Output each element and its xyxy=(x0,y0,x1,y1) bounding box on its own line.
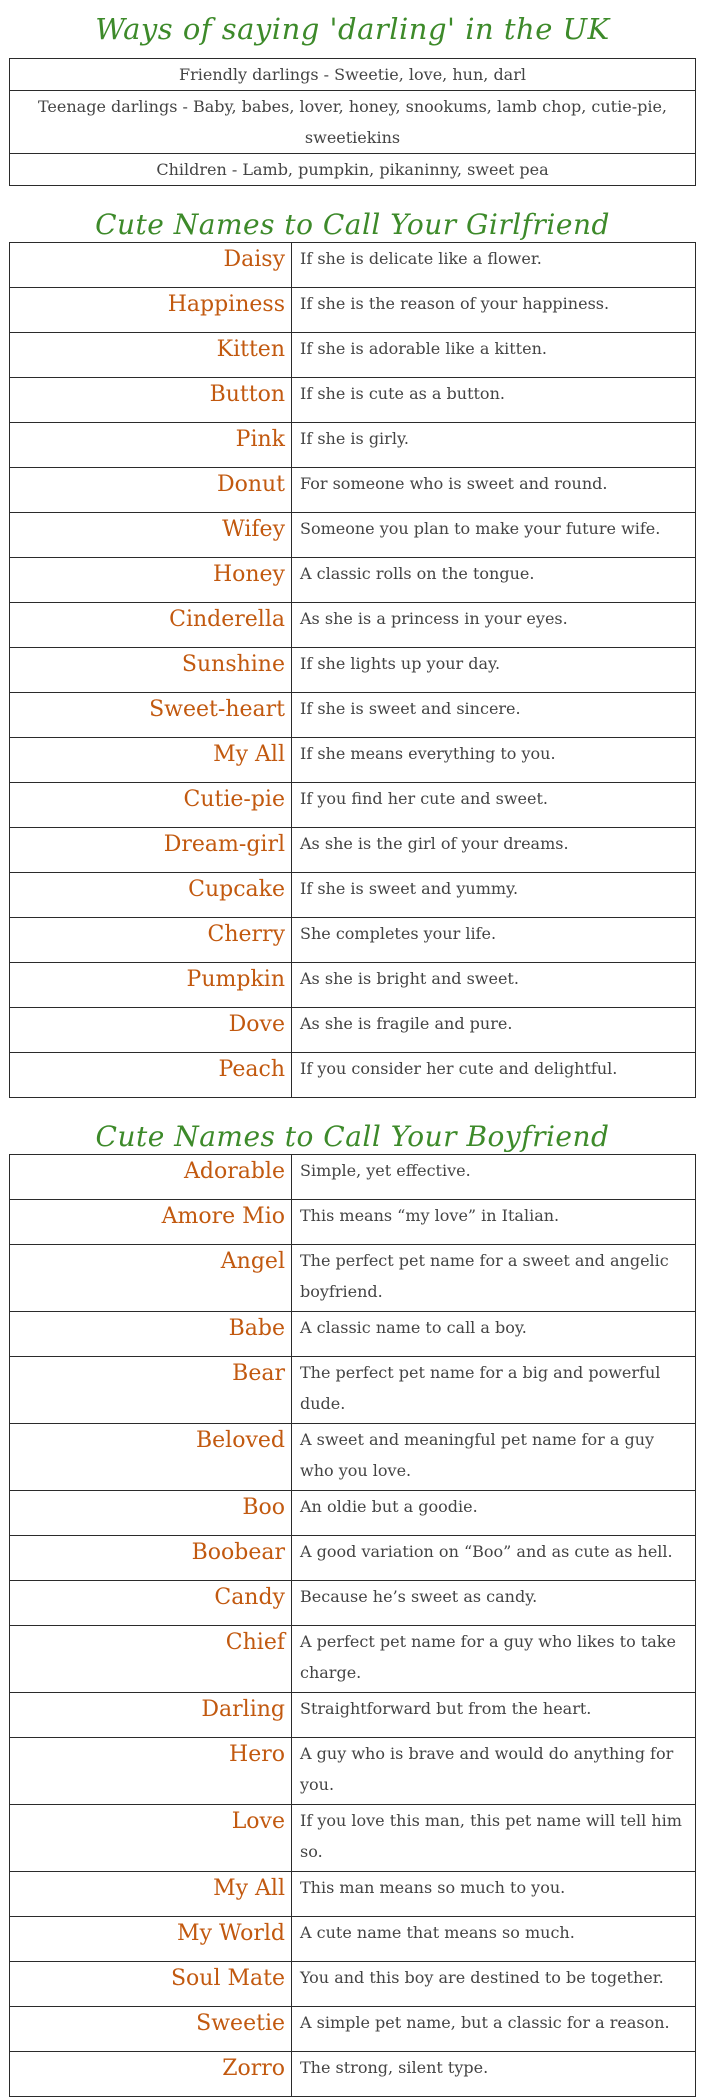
pet-name-description: As she is fragile and pure. xyxy=(292,1008,696,1053)
pet-name-description: A classic name to call a boy. xyxy=(292,1312,696,1357)
table-row xyxy=(10,333,696,378)
table-row xyxy=(10,828,696,873)
table-row xyxy=(10,2052,696,2097)
pet-name: Pumpkin xyxy=(10,963,292,1008)
table-row xyxy=(10,1872,696,1917)
pet-name: Pink xyxy=(10,423,292,468)
girlfriend-section-title: Cute Names to Call Your Girlfriend xyxy=(10,186,696,243)
pet-name-description: You and this boy are destined to be together. xyxy=(292,1962,696,2007)
uk-title-row xyxy=(10,0,696,59)
page xyxy=(9,0,696,2097)
pet-name-description: A classic rolls on the tongue. xyxy=(292,558,696,603)
pet-name-description: An oldie but a goodie. xyxy=(292,1491,696,1536)
pet-name: Button xyxy=(10,378,292,423)
pet-name: Cupcake xyxy=(10,873,292,918)
pet-name-description: If she is the reason of your happiness. xyxy=(292,288,696,333)
table-row xyxy=(10,1200,696,1245)
uk-row xyxy=(10,59,696,91)
pet-name: Honey xyxy=(10,558,292,603)
pet-name-description: Someone you plan to make your future wife. xyxy=(292,513,696,558)
table-row xyxy=(10,1693,696,1738)
table-row xyxy=(10,243,696,288)
pet-name: Sunshine xyxy=(10,648,292,693)
table-row xyxy=(10,918,696,963)
pet-name: Dream-girl xyxy=(10,828,292,873)
pet-name-description: If you love this man, this pet name will tell him so. xyxy=(292,1805,696,1872)
pet-name: Dove xyxy=(10,1008,292,1053)
pet-name-description: If she means everything to you. xyxy=(292,738,696,783)
table-row xyxy=(10,1917,696,1962)
pet-name-description: If she is sweet and yummy. xyxy=(292,873,696,918)
pet-name-description: She completes your life. xyxy=(292,918,696,963)
pet-name-description: A good variation on “Boo” and as cute as hell. xyxy=(292,1536,696,1581)
table-row xyxy=(10,1312,696,1357)
pet-name-description: A perfect pet name for a guy who likes to take charge. xyxy=(292,1626,696,1693)
pet-name: Zorro xyxy=(10,2052,292,2097)
pet-name: Bear xyxy=(10,1357,292,1424)
uk-row xyxy=(10,154,696,186)
uk-row-text: Friendly darlings - Sweetie, love, hun, darl xyxy=(10,59,696,91)
table-row xyxy=(10,1536,696,1581)
pet-name-description: This means “my love” in Italian. xyxy=(292,1200,696,1245)
pet-name-description: If she is adorable like a kitten. xyxy=(292,333,696,378)
pet-name: Sweetie xyxy=(10,2007,292,2052)
pet-name-description: If she is sweet and sincere. xyxy=(292,693,696,738)
pet-name-description: A sweet and meaningful pet name for a guy who you love. xyxy=(292,1424,696,1491)
pet-name: Adorable xyxy=(10,1155,292,1200)
uk-row-text: Children - Lamb, pumpkin, pikaninny, sweet pea xyxy=(10,154,696,186)
table-row xyxy=(10,288,696,333)
pet-name: Cinderella xyxy=(10,603,292,648)
pet-name: My World xyxy=(10,1917,292,1962)
pet-name: Daisy xyxy=(10,243,292,288)
table-row xyxy=(10,1053,696,1098)
pet-name: Happiness xyxy=(10,288,292,333)
pet-name: Boo xyxy=(10,1491,292,1536)
pet-name: Beloved xyxy=(10,1424,292,1491)
table-row xyxy=(10,1424,696,1491)
table-row xyxy=(10,1581,696,1626)
pet-name-description: As she is a princess in your eyes. xyxy=(292,603,696,648)
table-row xyxy=(10,1805,696,1872)
pet-name-description: If she is girly. xyxy=(292,423,696,468)
pet-name-description: The perfect pet name for a sweet and angelic boyfriend. xyxy=(292,1245,696,1312)
pet-name-description: As she is bright and sweet. xyxy=(292,963,696,1008)
pet-name-description: Simple, yet effective. xyxy=(292,1155,696,1200)
pet-name: Hero xyxy=(10,1738,292,1805)
pet-name: My All xyxy=(10,1872,292,1917)
pet-name: Love xyxy=(10,1805,292,1872)
table-row xyxy=(10,648,696,693)
boyfriend-title-row xyxy=(10,1098,696,1155)
pet-name: My All xyxy=(10,738,292,783)
table-row xyxy=(10,1962,696,2007)
table-row xyxy=(10,378,696,423)
table-row xyxy=(10,1738,696,1805)
uk-row-text: Teenage darlings - Baby, babes, lover, honey, snookums, lamb chop, cutie-pie, sweetiekins xyxy=(10,91,696,154)
pet-name-description: A guy who is brave and would do anything for you. xyxy=(292,1738,696,1805)
pet-name-description: As she is the girl of your dreams. xyxy=(292,828,696,873)
uk-title: Ways of saying 'darling' in the UK xyxy=(10,0,696,59)
girlfriend-title-row xyxy=(10,186,696,243)
pet-name-description: If she is delicate like a flower. xyxy=(292,243,696,288)
pet-name-description: A cute name that means so much. xyxy=(292,1917,696,1962)
table-row xyxy=(10,423,696,468)
pet-name: Boobear xyxy=(10,1536,292,1581)
pet-name: Babe xyxy=(10,1312,292,1357)
pet-name-description: Because he’s sweet as candy. xyxy=(292,1581,696,1626)
names-table xyxy=(9,0,696,2097)
table-row xyxy=(10,1491,696,1536)
pet-name-description: If you consider her cute and delightful. xyxy=(292,1053,696,1098)
table-row xyxy=(10,513,696,558)
pet-name-description: The strong, silent type. xyxy=(292,2052,696,2097)
pet-name: Wifey xyxy=(10,513,292,558)
pet-name: Sweet-heart xyxy=(10,693,292,738)
table-row xyxy=(10,1357,696,1424)
table-row xyxy=(10,693,696,738)
pet-name: Amore Mio xyxy=(10,1200,292,1245)
pet-name: Darling xyxy=(10,1693,292,1738)
pet-name: Soul Mate xyxy=(10,1962,292,2007)
table-row xyxy=(10,2007,696,2052)
pet-name-description: For someone who is sweet and round. xyxy=(292,468,696,513)
table-row xyxy=(10,1008,696,1053)
pet-name-description: The perfect pet name for a big and powerful dude. xyxy=(292,1357,696,1424)
pet-name: Cutie-pie xyxy=(10,783,292,828)
table-row xyxy=(10,738,696,783)
table-row xyxy=(10,783,696,828)
table-row xyxy=(10,963,696,1008)
pet-name: Angel xyxy=(10,1245,292,1312)
pet-name: Kitten xyxy=(10,333,292,378)
pet-name: Chief xyxy=(10,1626,292,1693)
table-row xyxy=(10,1626,696,1693)
pet-name-description: If she lights up your day. xyxy=(292,648,696,693)
table-row xyxy=(10,1155,696,1200)
pet-name-description: If she is cute as a button. xyxy=(292,378,696,423)
pet-name-description: A simple pet name, but a classic for a reason. xyxy=(292,2007,696,2052)
table-row xyxy=(10,468,696,513)
pet-name: Candy xyxy=(10,1581,292,1626)
pet-name-description: This man means so much to you. xyxy=(292,1872,696,1917)
pet-name: Donut xyxy=(10,468,292,513)
pet-name-description: If you find her cute and sweet. xyxy=(292,783,696,828)
pet-name: Cherry xyxy=(10,918,292,963)
uk-row xyxy=(10,91,696,154)
table-row xyxy=(10,873,696,918)
table-row xyxy=(10,1245,696,1312)
table-row xyxy=(10,558,696,603)
boyfriend-section-title: Cute Names to Call Your Boyfriend xyxy=(10,1098,696,1155)
table-row xyxy=(10,603,696,648)
pet-name: Peach xyxy=(10,1053,292,1098)
pet-name-description: Straightforward but from the heart. xyxy=(292,1693,696,1738)
